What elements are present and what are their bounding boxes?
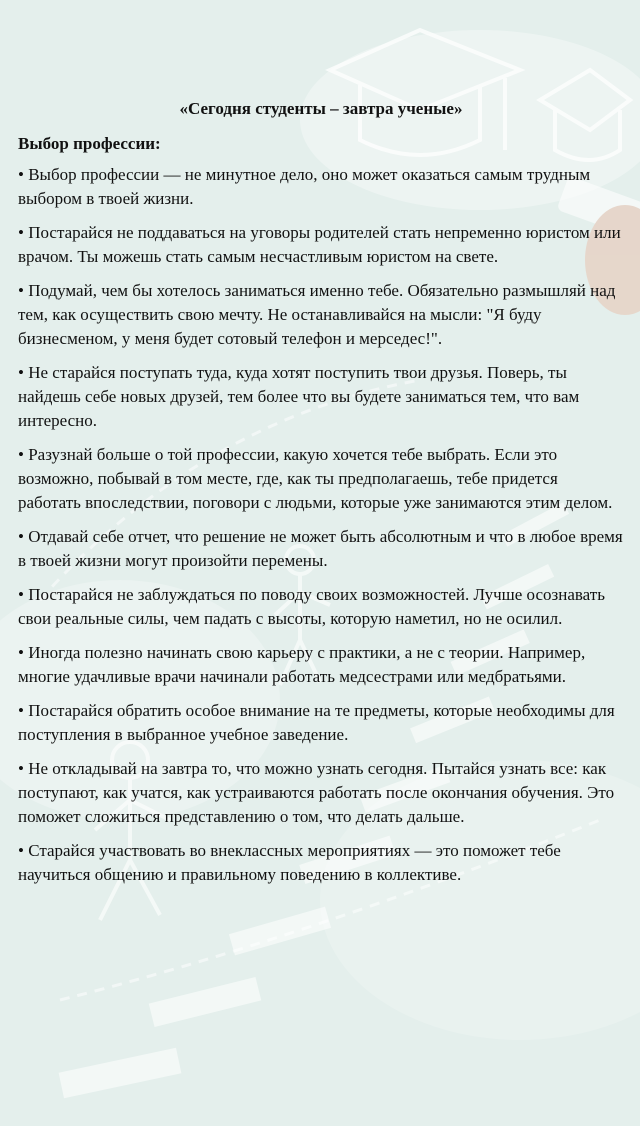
tip-paragraph: • Постарайся обратить особое внимание на те предметы, которые необходимы для поступления в выбранное учебное заведение. [18, 701, 615, 744]
tip-paragraph: • Постарайся не поддаваться на уговоры родителей стать непременно юристом или врачом. Ты можешь стать самым несчастливым юристом на свете. [18, 223, 621, 266]
document-body [18, 98, 624, 897]
tip-paragraph: • Не откладывай на завтра то, что можно узнать сегодня. Пытайся узнать все: как поступают, как учатся, как устраиваются работать после окончания обучения. Это поможет сложиться представлению о том, что делать дальше. [18, 759, 615, 826]
tip-paragraph: • Отдавай себе отчет, что решение не может быть абсолютным и что в любое время в твоей жизни могут произойти перемены. [18, 527, 623, 570]
tip-paragraph: • Старайся участвовать во внеклассных мероприятиях — это поможет тебе научиться общению и правильному поведению в коллективе. [18, 841, 561, 884]
document-title: «Сегодня студенты – завтра ученые» [179, 99, 463, 118]
tip-paragraph: • Иногда полезно начинать свою карьеру с практики, а не с теории. Например, многие удачливые врачи начинали работать медсестрами или медбратьями. [18, 643, 586, 686]
tip-paragraph: • Подумай, чем бы хотелось заниматься именно тебе. Обязательно размышляй над тем, как осуществить свою мечту. Не останавливайся на мысли: "Я буду бизнесменом, у меня будет сотовый телефон и мерседес!". [18, 281, 616, 348]
section-heading: Выбор профессии: [18, 134, 161, 153]
tip-paragraph: • Постарайся не заблуждаться по поводу своих возможностей. Лучше осознавать свои реальные силы, чем падать с высоты, которую наметил, но не осилил. [18, 585, 605, 628]
tip-paragraph: • Не старайся поступать туда, куда хотят поступить твои друзья. Поверь, ты найдешь себе новых друзей, тем более что вы будете заниматься тем, что вам интересно. [18, 363, 580, 430]
tip-paragraph: • Выбор профессии — не минутное дело, оно может оказаться самым трудным выбором в твоей жизни. [18, 165, 591, 208]
tips-list [18, 163, 624, 887]
tip-paragraph: • Разузнай больше о той профессии, какую хочется тебе выбрать. Если это возможно, побывай в том месте, где, как ты предполагаешь, тебе придется работать впоследствии, поговори с людьми, которые уже занимаются этим делом. [18, 445, 613, 512]
